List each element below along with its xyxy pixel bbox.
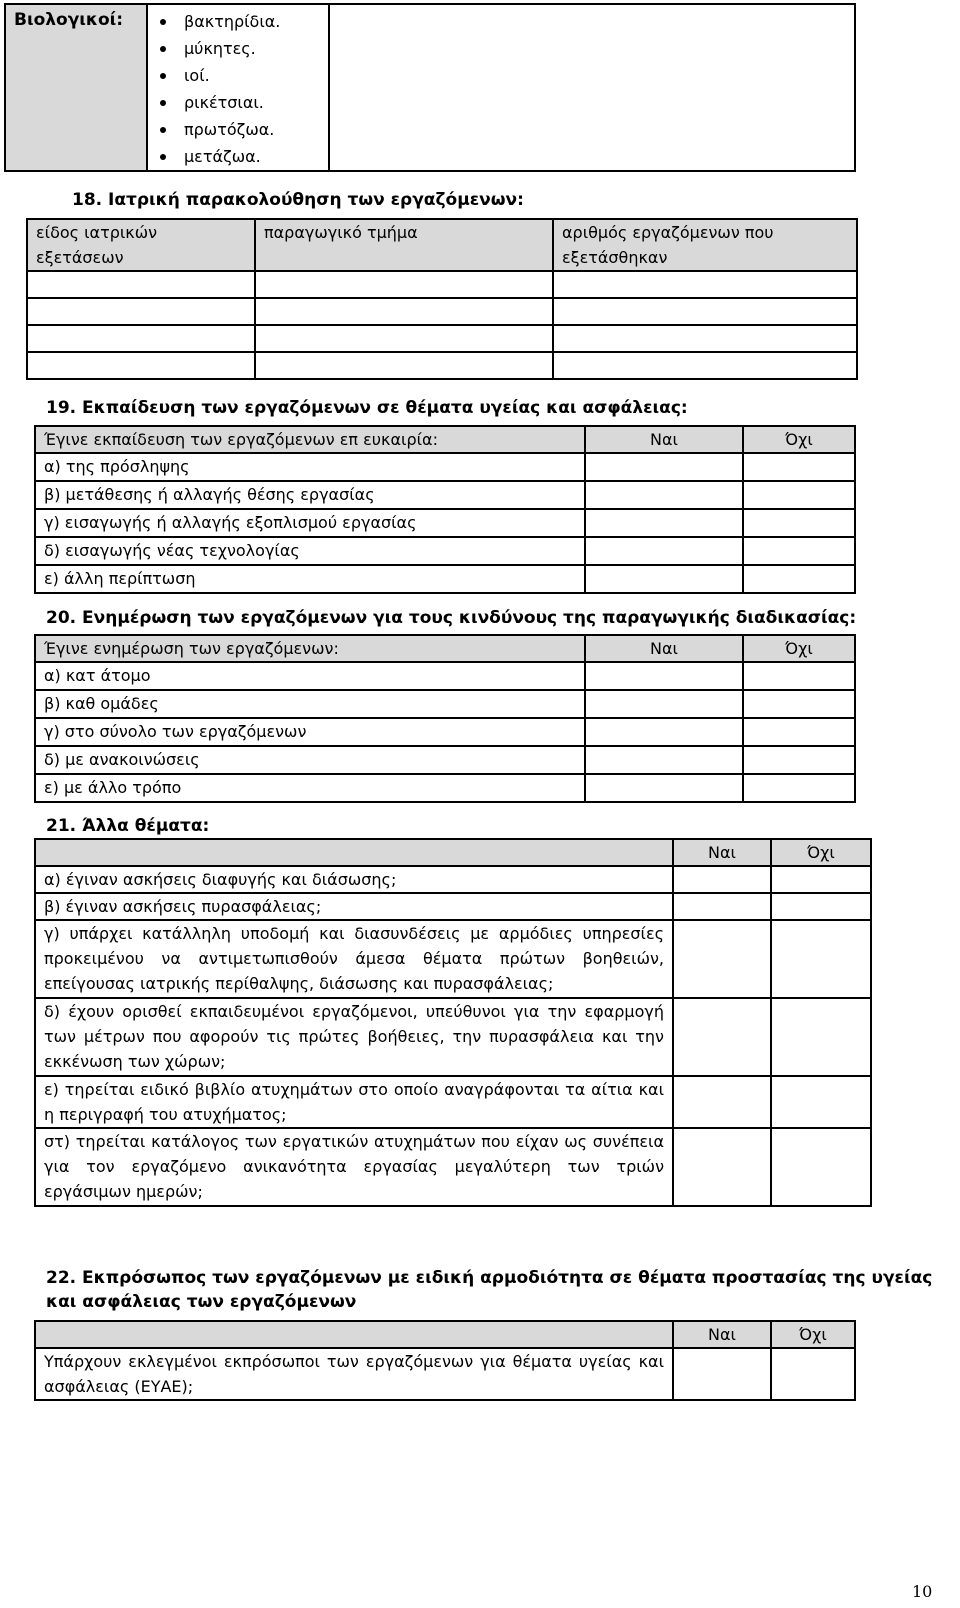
no-cell[interactable] bbox=[743, 481, 855, 509]
table-row-label: ε) άλλη περίπτωση bbox=[35, 565, 585, 593]
list-item: μύκητες. bbox=[148, 35, 328, 62]
table-row-label: στ) τηρείται κατάλογος των εργατικών ατυχημάτων που είχαν ως συνέπεια για τον εργαζόμενο ανικανότητα εργασίας μεγαλύτερη των τριών εργάσιμων ημερών; bbox=[35, 1128, 673, 1206]
no-cell[interactable] bbox=[771, 893, 871, 920]
table-row-label: α) της πρόσληψης bbox=[35, 453, 585, 481]
table-cell bbox=[255, 271, 553, 298]
yes-header: Ναι bbox=[673, 1321, 771, 1348]
no-header: Όχι bbox=[743, 426, 855, 453]
no-cell[interactable] bbox=[743, 774, 855, 802]
biological-agents-table bbox=[4, 3, 856, 172]
list-item: ιοί. bbox=[148, 62, 328, 89]
yes-cell[interactable] bbox=[673, 893, 771, 920]
no-cell[interactable] bbox=[771, 866, 871, 893]
table-row-label: β) καθ ομάδες bbox=[35, 690, 585, 718]
table-row-label: β) έγιναν ασκήσεις πυρασφάλειας; bbox=[35, 893, 673, 920]
table-row-label: β) μετάθεσης ή αλλαγής θέσης εργασίας bbox=[35, 481, 585, 509]
table-row-label: γ) εισαγωγής ή αλλαγής εξοπλισμού εργασίας bbox=[35, 509, 585, 537]
representative-table bbox=[34, 1320, 856, 1401]
other-issues-header bbox=[35, 839, 673, 866]
no-header: Όχι bbox=[743, 635, 855, 662]
yes-cell[interactable] bbox=[585, 537, 743, 565]
no-cell[interactable] bbox=[771, 1348, 855, 1400]
no-cell[interactable] bbox=[743, 746, 855, 774]
section-22-title: 22. Εκπρόσωπος των εργαζόμενων με ειδική αρμοδιότητα σε θέματα προστασίας της υγείας και ασφάλειας των εργαζόμενων bbox=[46, 1268, 933, 1312]
bio-empty-cell bbox=[329, 4, 855, 171]
list-item: ρικέτσιαι. bbox=[148, 89, 328, 116]
yes-cell[interactable] bbox=[673, 1348, 771, 1400]
table-row-label: α) κατ άτομο bbox=[35, 662, 585, 690]
bio-label: Βιολογικοί: bbox=[5, 4, 147, 171]
section-19-title: 19. Εκπαίδευση των εργαζόμενων σε θέματα υγείας και ασφάλειας: bbox=[46, 398, 688, 418]
no-cell[interactable] bbox=[743, 537, 855, 565]
page-number: 10 bbox=[912, 1582, 933, 1601]
section-18-title: 18. Ιατρική παρακολούθηση των εργαζόμενων: bbox=[72, 190, 524, 210]
no-cell[interactable] bbox=[771, 920, 871, 998]
col-exam-type: είδος ιατρικών εξετάσεων bbox=[27, 219, 255, 271]
yes-header: Ναι bbox=[585, 635, 743, 662]
yes-cell[interactable] bbox=[585, 481, 743, 509]
yes-cell[interactable] bbox=[673, 1076, 771, 1128]
information-header: Έγινε ενημέρωση των εργαζόμενων: bbox=[35, 635, 585, 662]
yes-cell[interactable] bbox=[585, 453, 743, 481]
no-cell[interactable] bbox=[743, 509, 855, 537]
table-cell bbox=[553, 325, 857, 352]
yes-cell[interactable] bbox=[673, 998, 771, 1076]
no-cell[interactable] bbox=[771, 1128, 871, 1206]
yes-header: Ναι bbox=[673, 839, 771, 866]
no-cell[interactable] bbox=[743, 565, 855, 593]
yes-cell[interactable] bbox=[673, 920, 771, 998]
section-21-title: 21. Άλλα θέματα: bbox=[46, 816, 210, 836]
table-row-label: δ) εισαγωγής νέας τεχνολογίας bbox=[35, 537, 585, 565]
col-department: παραγωγικό τμήμα bbox=[255, 219, 553, 271]
no-cell[interactable] bbox=[743, 662, 855, 690]
table-cell bbox=[255, 298, 553, 325]
yes-cell[interactable] bbox=[585, 690, 743, 718]
table-cell bbox=[27, 352, 255, 379]
col-workers-examined: αριθμός εργαζόμενων που εξετάσθηκαν bbox=[553, 219, 857, 271]
no-cell[interactable] bbox=[743, 453, 855, 481]
training-table bbox=[34, 425, 856, 594]
table-cell bbox=[255, 325, 553, 352]
representative-header bbox=[35, 1321, 673, 1348]
yes-header: Ναι bbox=[585, 426, 743, 453]
other-issues-table bbox=[34, 838, 872, 1207]
bio-list bbox=[148, 8, 328, 170]
table-cell bbox=[553, 298, 857, 325]
training-header: Έγινε εκπαίδευση των εργαζόμενων επ ευκαιρία: bbox=[35, 426, 585, 453]
no-cell[interactable] bbox=[771, 1076, 871, 1128]
list-item: βακτηρίδια. bbox=[148, 8, 328, 35]
table-row-label: γ) στο σύνολο των εργαζόμενων bbox=[35, 718, 585, 746]
no-cell[interactable] bbox=[771, 998, 871, 1076]
table-row-label: ε) με άλλο τρόπο bbox=[35, 774, 585, 802]
yes-cell[interactable] bbox=[673, 1128, 771, 1206]
information-table bbox=[34, 634, 856, 803]
list-item: μετάζωα. bbox=[148, 143, 328, 170]
yes-cell[interactable] bbox=[585, 774, 743, 802]
medical-monitoring-table bbox=[26, 218, 858, 380]
table-row-label: ε) τηρείται ειδικό βιβλίο ατυχημάτων στο οποίο αναγράφονται τα αίτια και η περιγραφή του ατυχήματος; bbox=[35, 1076, 673, 1128]
section-20-title: 20. Ενημέρωση των εργαζόμενων για τους κινδύνους της παραγωγικής διαδικασίας: bbox=[46, 608, 857, 628]
table-cell bbox=[27, 298, 255, 325]
yes-cell[interactable] bbox=[673, 866, 771, 893]
table-row-label: δ) με ανακοινώσεις bbox=[35, 746, 585, 774]
yes-cell[interactable] bbox=[585, 662, 743, 690]
list-item: πρωτόζωα. bbox=[148, 116, 328, 143]
table-cell bbox=[553, 352, 857, 379]
table-cell bbox=[27, 325, 255, 352]
table-row-label: δ) έχουν ορισθεί εκπαιδευμένοι εργαζόμενοι, υπεύθυνοι για την εφαρμογή των μέτρων που αφορούν τις πρώτες βοήθειες, την πυρασφάλεια και την εκκένωση των χώρων; bbox=[35, 998, 673, 1076]
no-cell[interactable] bbox=[743, 690, 855, 718]
table-row-label: γ) υπάρχει κατάλληλη υποδομή και διασυνδέσεις με αρμόδιες υπηρεσίες προκειμένου να αντιμετωπισθούν άμεσα θέματα πρώτων βοηθειών, επείγουσας ιατρικής περίθαλψης, διάσωσης και πυρασφάλειας; bbox=[35, 920, 673, 998]
no-header: Όχι bbox=[771, 839, 871, 866]
table-cell bbox=[27, 271, 255, 298]
yes-cell[interactable] bbox=[585, 718, 743, 746]
no-cell[interactable] bbox=[743, 718, 855, 746]
yes-cell[interactable] bbox=[585, 509, 743, 537]
no-header: Όχι bbox=[771, 1321, 855, 1348]
table-row-label: Υπάρχουν εκλεγμένοι εκπρόσωποι των εργαζόμενων για θέματα υγείας και ασφάλειας (ΕΥΑΕ); bbox=[35, 1348, 673, 1400]
table-cell bbox=[553, 271, 857, 298]
yes-cell[interactable] bbox=[585, 565, 743, 593]
table-cell bbox=[255, 352, 553, 379]
bio-list-cell bbox=[147, 4, 329, 171]
table-row-label: α) έγιναν ασκήσεις διαφυγής και διάσωσης; bbox=[35, 866, 673, 893]
yes-cell[interactable] bbox=[585, 746, 743, 774]
